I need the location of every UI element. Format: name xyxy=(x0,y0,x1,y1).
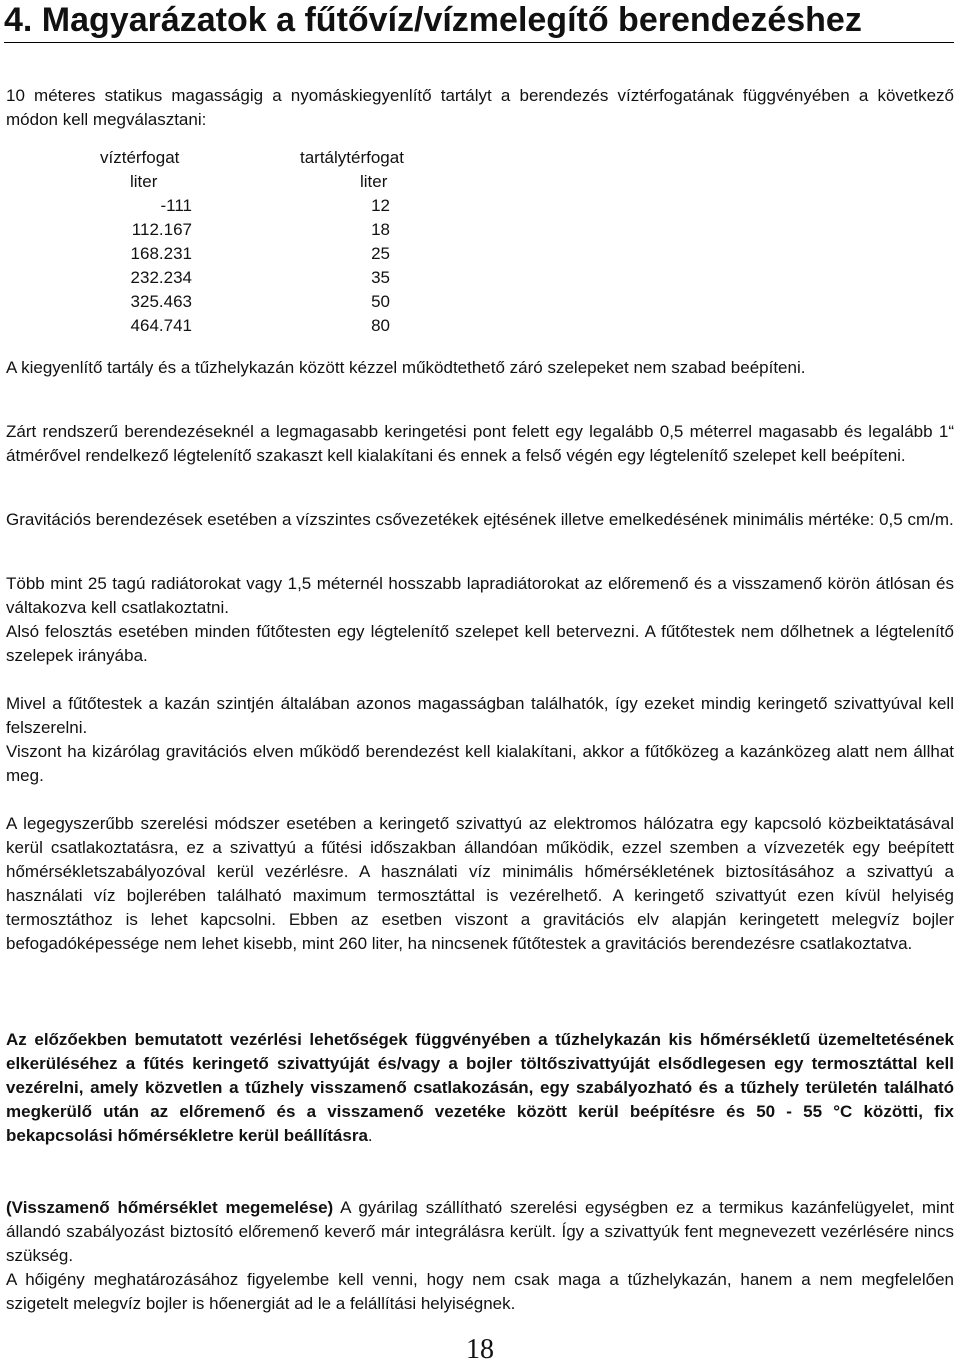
table-row xyxy=(100,314,404,338)
table-row xyxy=(100,242,404,266)
control-options-end: . xyxy=(367,1126,373,1145)
paragraph-radiators: Több mint 25 tagú radiátorokat vagy 1,5 méternél hosszabb lapradiátorokat az előremenő és a visszamenő körön átlósan és váltakozva kell csatlakoztatni. xyxy=(6,574,954,617)
table-row xyxy=(100,218,404,242)
table-unit-row xyxy=(100,170,404,194)
tank-volume-cell: 18 xyxy=(371,220,390,239)
page-number: 18 xyxy=(466,1334,494,1365)
paragraph-closed-systems: Zárt rendszerű berendezéseknél a legmagasabb keringetési pont felett egy legalább 0,5 méterrel magasabb és legalább 1“ átmérővel rendelkező légtelenítő szakaszt kell kialakítani és ennek a felső végén egy légtelenítő szelepet kell beépíteni. xyxy=(6,422,954,465)
tank-volume-cell: 80 xyxy=(371,316,390,335)
control-options-bold-text: Az előzőekben bemutatott vezérlési lehetőségek függvényében a tűzhelykazán kis hőmérsékletű üzemeltetésének elkerüléséhez a fűtés keringető szivattyúját és/vagy a bojler töltőszivattyúját elsődlegesen egy termosztáttal kell vezérelni, amely közvetlen a tűzhely visszamenő csatlakozásán, egy szabályozható és a tűzhely területén található megkerülő után az előremenő és a visszamenő vezetéke között kerül beépítésre és 50 - 55 °C közötti, fix bekapcsolási hőmérsékletre kerül beállításra xyxy=(6,1030,954,1145)
paragraph-simplest-method: A legegyszerűbb szerelési módszer esetében a keringető szivattyú az elektromos hálózatra egy kapcsoló közbeiktatásával kerül csatlakoztatásra, ez a szivattyú a fűtési időszakban állandóan működik, ezzel szemben a vízvezeték egy beépített hőmérsékletszabályozóval kerül vezérlésre. A használati víz minimális hőmérsékletének biztosításához a szivattyú a használati víz bojlerében található maximum termosztáttal is vezérelhető. A keringető szivattyút ezen kívül helyiség termosztáthoz is lehet kapcsolni. Ebben az esetben viszont a gravitációs elv alapján keringetett melegvíz bojler befogadóképessége nem lehet kisebb, mint 260 liter, ha nincsenek fűtőtestek a gravitációs berendezésre csatlakoztatva. xyxy=(6,814,954,953)
water-volume-cell: 112.167 xyxy=(131,220,192,239)
water-volume-cell: 464.741 xyxy=(130,316,192,335)
col-unit-water: liter xyxy=(130,172,158,191)
water-volume-cell: -111 xyxy=(160,196,192,215)
paragraph-gravity-only: Viszont ha kizárólag gravitációs elven működő berendezést kell kialakítani, akkor a fűtőközeg a kazánközeg alatt nem állhat meg. xyxy=(6,742,954,785)
intro-paragraph: 10 méteres statikus magasságig a nyomáskiegyenlítő tartályt a berendezés víztérfogatának függvényében a következő módon kell megválasztani: xyxy=(6,86,954,129)
tank-volume-cell: 50 xyxy=(371,292,390,311)
water-volume-cell: 325.463 xyxy=(130,292,192,311)
paragraph-gravity-slope: Gravitációs berendezések esetében a vízszintes csővezetékek ejtésének illetve emelkedésének minimális mértéke: 0,5 cm/m. xyxy=(6,510,954,529)
col-unit-tank: liter xyxy=(360,172,388,191)
tank-volume-cell: 12 xyxy=(371,196,390,215)
return-temperature-title: (Visszamenő hőmérséklet megemelése) xyxy=(6,1198,334,1217)
paragraph-pump-required: Mivel a fűtőtestek a kazán szintjén általában azonos magasságban találhatók, így ezeket mindig keringető szivattyúval kell felszerelni. xyxy=(6,694,954,737)
table-row xyxy=(100,194,404,218)
tank-volume-cell: 25 xyxy=(371,244,390,263)
paragraph-control-options xyxy=(6,1028,954,1148)
table-header-row xyxy=(100,146,404,170)
paragraph-return-temperature xyxy=(6,1196,954,1268)
paragraph-heat-demand: A hőigény meghatározásához figyelembe kell venni, hogy nem csak maga a tűzhelykazán, hanem a nem megfelelően szigetelt melegvíz bojler is hőenergiát ad le a felállítási helyiségnek. xyxy=(6,1270,954,1313)
col-header-water: víztérfogat xyxy=(100,148,180,167)
tank-volume-cell: 35 xyxy=(371,268,390,287)
table-row xyxy=(100,266,404,290)
water-volume-cell: 232.234 xyxy=(130,268,192,287)
paragraph-valves: A kiegyenlítő tartály és a tűzhelykazán között kézzel működtethető záró szelepeket nem szabad beépíteni. xyxy=(6,358,806,377)
col-header-tank: tartálytérfogat xyxy=(300,148,404,167)
return-temperature-text: A gyárilag szállítható szerelési egységben ez a termikus kazánfelügyelet, mint állandó szabályozást biztosító előremenő keverő már integrálásra került. Így a szivattyúk fent megnevezett vezérlésére nincs szükség. xyxy=(6,1198,954,1265)
water-volume-cell: 168.231 xyxy=(130,244,192,263)
table-row xyxy=(100,290,404,314)
paragraph-bottom-distribution: Alsó felosztás esetében minden fűtőtesten egy légtelenítő szelepet kell betervezni. A fűtőtestek nem dőlhetnek a légtelenítő szelepek irányába. xyxy=(6,622,954,665)
page-heading: 4. Magyarázatok a fűtővíz/vízmelegítő berendezéshez xyxy=(4,0,954,43)
tank-size-table xyxy=(100,146,404,338)
